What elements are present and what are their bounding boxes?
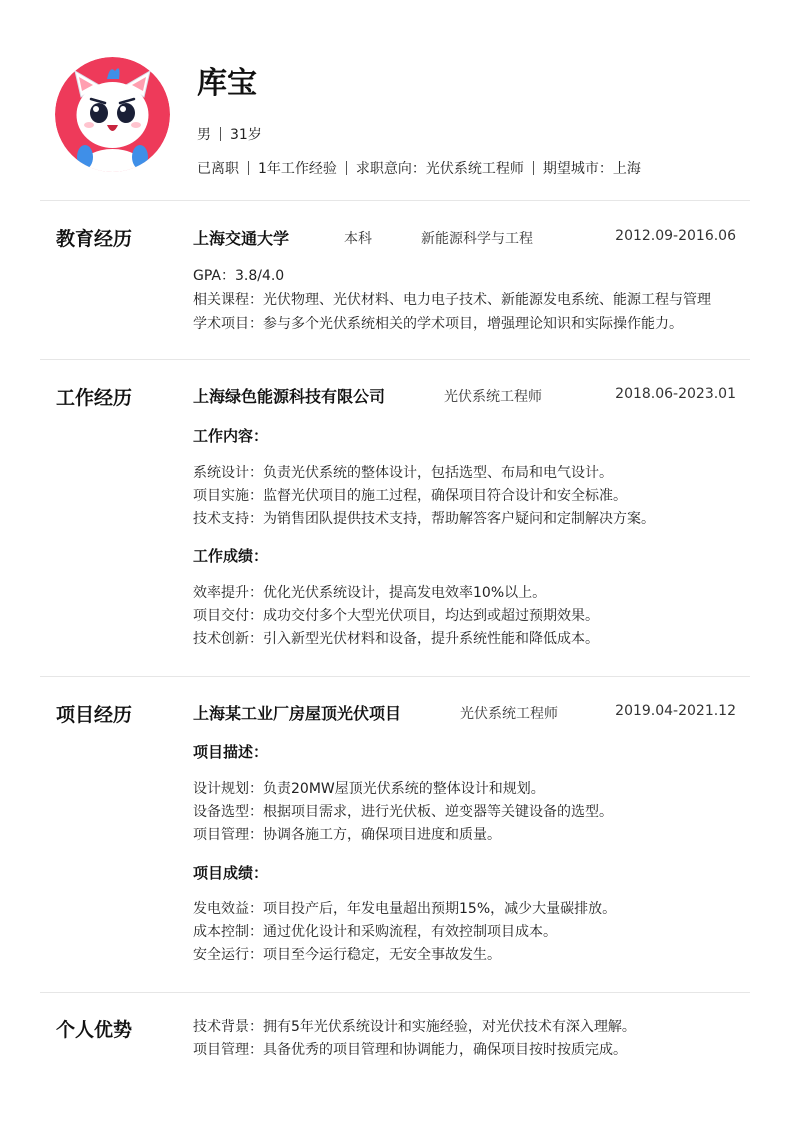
work-result-line: 效率提升：优化光伏系统设计，提高发电效率10%以上。 [193, 585, 547, 601]
project-section-title: 项目经历 [56, 704, 133, 726]
work-content-title: 工作内容： [193, 427, 269, 445]
section-divider [40, 359, 750, 360]
divider [533, 161, 534, 175]
education-section-title: 教育经历 [56, 228, 133, 250]
section-divider [40, 992, 750, 993]
project-result-title: 项目成绩： [193, 864, 269, 882]
work-content-line: 系统设计：负责光伏系统的整体设计，包括选型、布局和电气设计。 [193, 465, 613, 481]
advantage-line: 技术背景：拥有5年光伏系统设计和实施经验，对光伏技术有深入理解。 [193, 1019, 636, 1035]
education-line: GPA：3.8/4.0 [193, 268, 285, 284]
project-result-line: 成本控制：通过优化设计和采购流程，有效控制项目成本。 [193, 924, 557, 940]
divider [248, 161, 249, 175]
project-header [193, 701, 736, 723]
project-desc-title: 项目描述： [193, 743, 269, 761]
avatar [55, 57, 170, 172]
divider [346, 161, 347, 175]
cat-mascot-icon [55, 57, 170, 172]
degree: 本科 [344, 231, 372, 247]
project-role: 光伏系统工程师 [460, 706, 558, 722]
candidate-name: 库宝 [197, 66, 257, 101]
job-info [197, 158, 641, 178]
project-result-line: 发电效益：项目投产后，年发电量超出预期15%，减少大量碳排放。 [193, 901, 617, 917]
project-result-line: 安全运行：项目至今运行稳定，无安全事故发生。 [193, 947, 501, 963]
age: 31岁 [230, 127, 262, 143]
work-date: 2018.06-2023.01 [615, 386, 736, 402]
school-name: 上海交通大学 [193, 229, 290, 248]
project-date: 2019.04-2021.12 [615, 703, 736, 719]
expected-city: 期望城市：上海 [542, 161, 641, 177]
advantages-section-title: 个人优势 [56, 1019, 133, 1041]
work-result-title: 工作成绩： [193, 547, 269, 565]
divider [220, 127, 221, 141]
work-result-line: 项目交付：成功交付多个大型光伏项目，均达到或超过预期效果。 [193, 608, 599, 624]
work-content-line: 项目实施：监督光伏项目的施工过程，确保项目符合设计和安全标准。 [193, 488, 627, 504]
section-divider [40, 676, 750, 677]
company-name: 上海绿色能源科技有限公司 [193, 387, 386, 406]
job-intent: 求职意向：光伏系统工程师 [355, 161, 524, 177]
education-date: 2012.09-2016.06 [615, 228, 736, 244]
work-result-line: 技术创新：引入新型光伏材料和设备，提升系统性能和降低成本。 [193, 631, 599, 647]
project-desc-line: 设计规划：负责20MW屋顶光伏系统的整体设计和规划。 [193, 781, 545, 797]
work-role: 光伏系统工程师 [444, 389, 542, 405]
project-desc-line: 项目管理：协调各施工方，确保项目进度和质量。 [193, 827, 501, 843]
work-section-title: 工作经历 [56, 387, 133, 409]
job-status: 已离职 [197, 161, 239, 177]
project-desc-line: 设备选型：根据项目需求，进行光伏板、逆变器等关键设备的选型。 [193, 804, 613, 820]
major: 新能源科学与工程 [421, 231, 533, 247]
section-divider [40, 200, 750, 201]
work-experience: 1年工作经验 [258, 161, 337, 177]
gender: 男 [197, 127, 211, 143]
education-line: 学术项目：参与多个光伏系统相关的学术项目，增强理论知识和实际操作能力。 [193, 316, 683, 332]
work-header [193, 384, 736, 406]
basic-info [197, 124, 262, 144]
project-name: 上海某工业厂房屋顶光伏项目 [193, 704, 402, 723]
education-line: 相关课程：光伏物理、光伏材料、电力电子技术、新能源发电系统、能源工程与管理 [193, 292, 711, 308]
work-content-line: 技术支持：为销售团队提供技术支持，帮助解答客户疑问和定制解决方案。 [193, 511, 655, 527]
advantage-line: 项目管理：具备优秀的项目管理和协调能力，确保项目按时按质完成。 [193, 1042, 627, 1058]
education-header [193, 226, 736, 248]
